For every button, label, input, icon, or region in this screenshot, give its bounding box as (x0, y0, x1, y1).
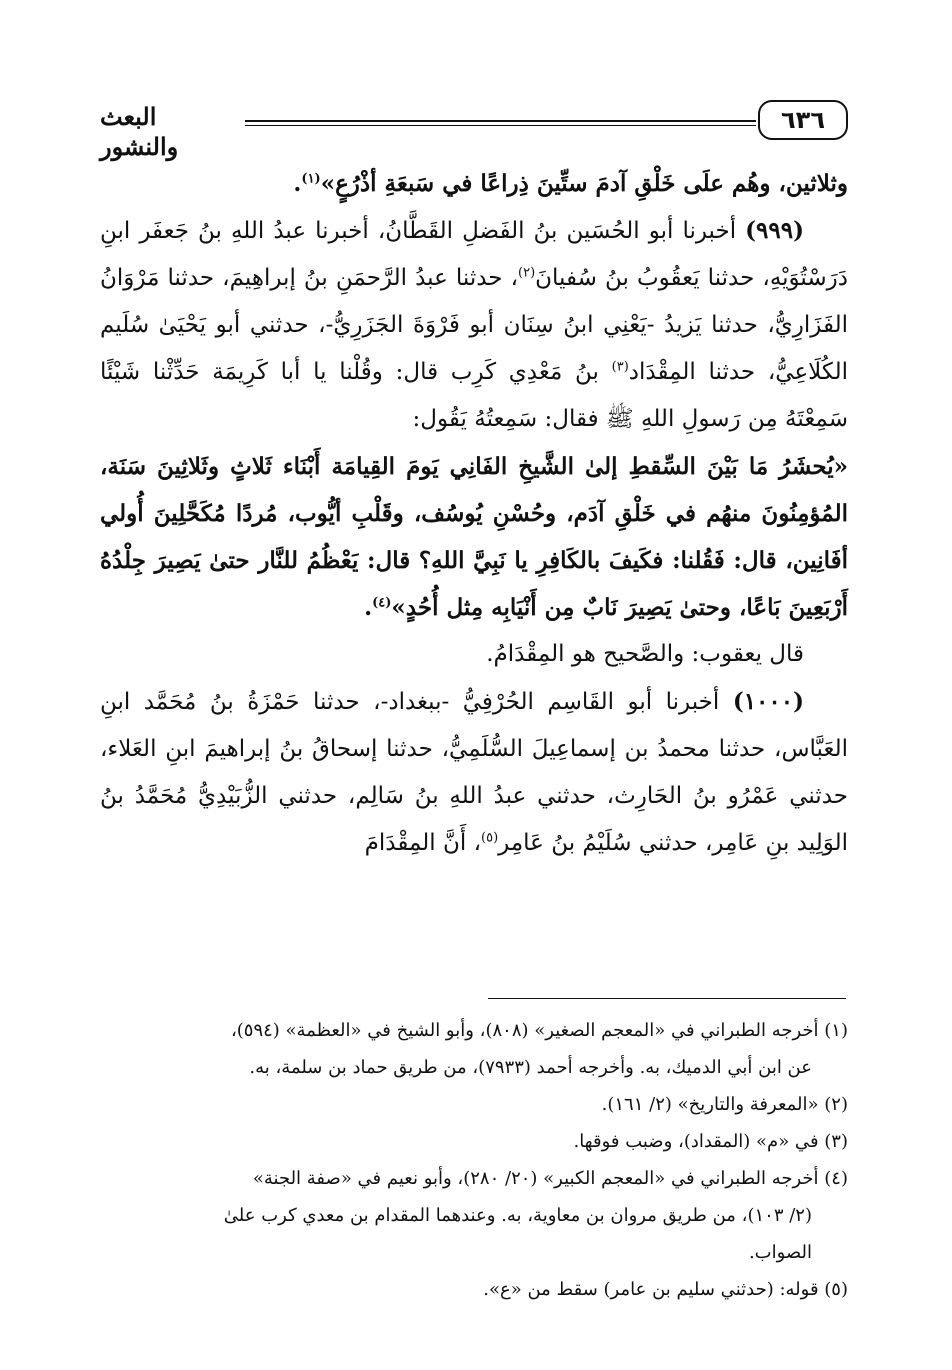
hadith-999-isnad: (٩٩٩) أخبرنا أبو الحُسَين بنُ الفَضلِ القَطَّانُ، أخبرنا عبدُ اللهِ بنُ جَعفَر ابنِ دَرَسْتُوَيْهِ، حدثنا يَعقُوبُ بنُ سُفيانَ$^{(٢)}$، حدثنا عبدُ الرَّحمَنِ بنُ إبراهِيمَ، حدثنا مَرْوَانُ الفَزَارِيُّ، حدثنا يَزيدُ -يَعْنِي ابنُ سِنَان أبو فَرْوَةَ الجَزَرِيُّ-، حدثني أبو يَحْيَىٰ سُلَيم الكُلَاعِيُّ، حدثنا المِقْدَاد$^{(٣)}$ بنُ مَعْدِي كَرِب قال: وقُلْنا يا أبا كَرِيمَة حَدِّثْنا شَيْئًا سَمِعْتَهُ مِن رَسولِ اللهِ ﷺ فقال: سَمِعتُهُ يَقُول: (100, 217, 849, 432)
footnote-5: (٥) قوله: (حدثني سليم بن عامر) سقط من «ع». (483, 1279, 848, 1300)
footnote-2: (٢) «المعرفة والتاريخ» (٢/ ١٦١). (601, 1094, 848, 1115)
hadith-999-matn: «يُحشَرُ مَا بَيْنَ السِّقطِ إلىٰ الشَّيخِ الفَانِي يَومَ القِيامَة أَبْنَاء ثَلاثٍ وثَلاثِينَ سَنَة، المُؤمِنُونَ منهُم في خَلْقِ آدَم، وحُسْنِ يُوسُف، وقَلْبِ أيُّوب، مُردًا مُكَحَّلِينَ أُولي أفَانِين، قال: فَقُلنا: فكَيفَ بالكَافِرِ يا نَبِيَّ اللهِ؟ قال: يَعْظُمُ للنَّار حتىٰ يَصِيرَ جِلْدُهُ أَرْبَعِينَ بَاعًا، وحتىٰ يَصِيرَ نَابٌ مِن أَنْيَابِه مِثل أُحُدٍ»$^{(٤)}$. (100, 453, 848, 621)
footnote-4: (٤) أخرجه الطبراني في «المعجم الكبير» (٢٠/ ٢٨٠)، وأبو نعيم في «صفة الجنة» (252, 1168, 848, 1189)
footnotes (100, 1012, 848, 1308)
yaqub-note: قال يعقوب: والصَّحيح هو المِقْدَامُ. (486, 641, 804, 667)
running-header (100, 98, 848, 161)
footnote-3: (٣) في «م» (المقداد)، وضبب فوقها. (573, 1131, 848, 1152)
footnote-ref: (٤) (372, 595, 392, 611)
footnote-ref: (٥) (481, 830, 499, 846)
header-rule (245, 120, 756, 122)
main-text (100, 160, 848, 867)
footnote-ref: (٣) (611, 359, 629, 375)
footnote-separator (488, 998, 846, 999)
continuation-line: وثلاثين، وهُم علَى خَلْقِ آدمَ ستِّينَ ذِراعًا في سَبعَةِ أذْرُعٍ»$^{(١)}$. (293, 170, 848, 197)
running-title: البعث والنشور (100, 102, 179, 161)
footnote-ref: (٢) (518, 265, 536, 281)
footnote-4-cont: (٢/ ١٠٣)، من طريق مروان بن معاوية، به. وعندهما المقدام بن معدي كرب علىٰ (223, 1205, 812, 1226)
hadith-1000-isnad: (١٠٠٠) أخبرنا أبو القَاسِم الحُرْفِيُّ -ببغداد-، حدثنا حَمْزَةُ بنُ مُحَمَّد ابنِ العَبَّاس، حدثنا محمدُ بن إسماعِيلَ السُّلَمِيُّ، حدثنا إسحاقُ بنُ إبراهيمَ ابنِ العَلاء، حدثني عَمْرُو بنُ الحَارِث، حدثني عبدُ اللهِ بنُ سَالِم، حدثني الزُّبَيْدِيُّ مُحَمَّدُ بنُ الوَلِيد بنِ عَامِر، حدثني سُلَيْمُ بنُ عَامِر$^{(٥)}$، أَنَّ المِقْدَامَ (100, 688, 848, 856)
footnote-ref: (١) (301, 171, 321, 187)
page-number: ٦٣٦ (758, 100, 848, 140)
footnote-1: (١) أخرجه الطبراني في «المعجم الصغير» (٨٠٨)، وأبو الشيخ في «العظمة» (٥٩٤)، (230, 1020, 848, 1041)
header-rule-thin (245, 125, 756, 126)
footnote-4-end: الصواب. (748, 1242, 812, 1263)
hadith-number: (٩٩٩) (745, 217, 804, 244)
hadith-number: (١٠٠٠) (732, 688, 805, 715)
footnote-1-cont: عن ابن أبي الدميك، به. وأخرجه أحمد (٧٩٣٣)، من طريق حماد بن سلمة، به. (249, 1057, 812, 1078)
